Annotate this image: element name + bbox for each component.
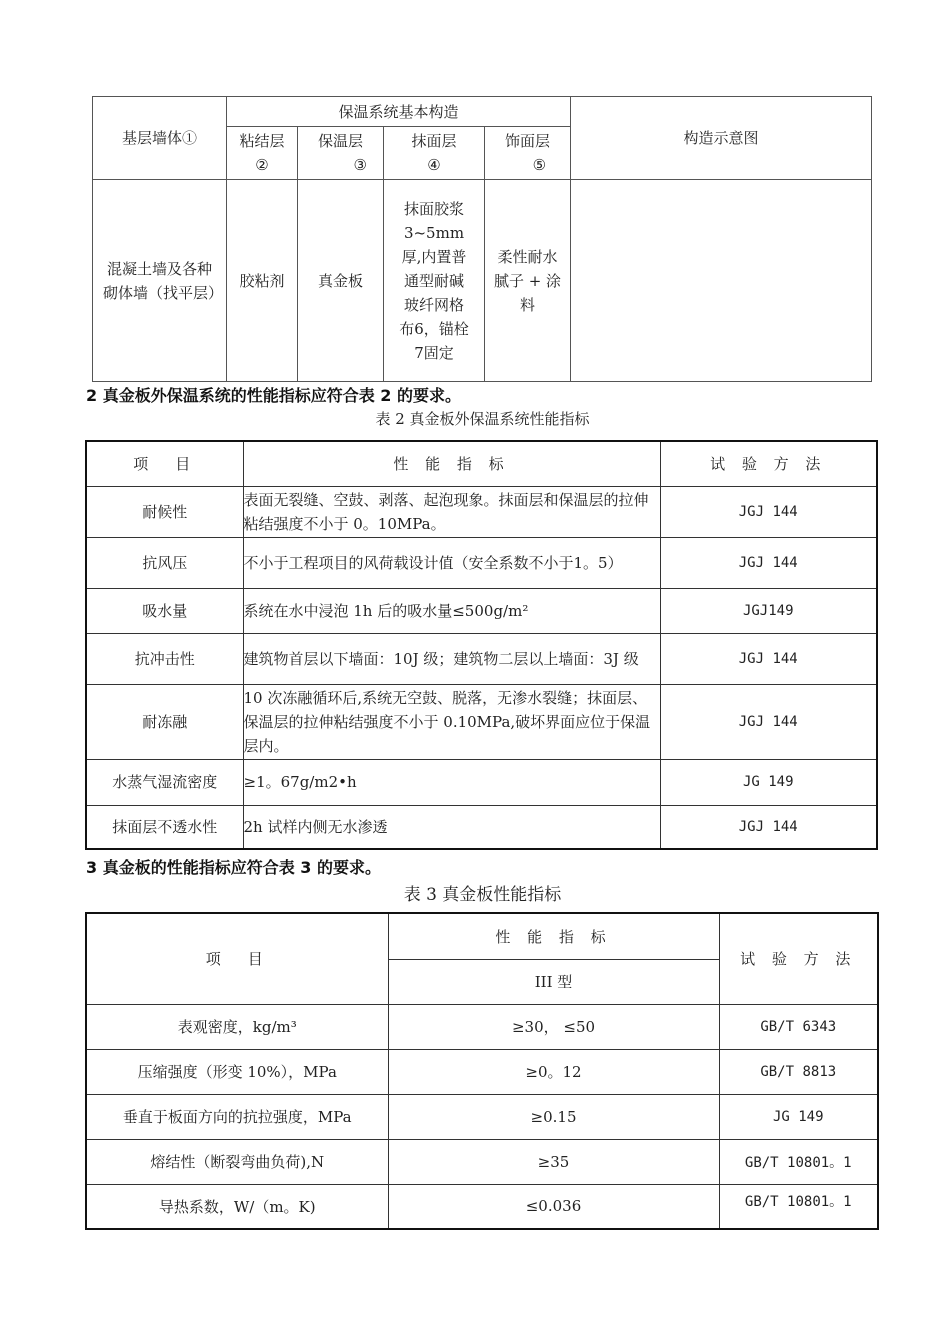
table-row xyxy=(86,805,877,849)
insulation-layer-header: 保温层 ③ xyxy=(298,127,384,180)
method-cell: JG 149 xyxy=(660,759,877,805)
method-cell: GB/T 10801。1 xyxy=(719,1139,878,1184)
insulation-system-header: 保温系统基本构造 xyxy=(227,97,571,127)
type-header: III 型 xyxy=(388,959,719,1004)
base-wall-cell: 混凝土墙及各种砌体墙（找平层） xyxy=(93,180,227,382)
performance-cell: ≥0。12 xyxy=(388,1049,719,1094)
method-cell: GB/T 6343 xyxy=(719,1004,878,1049)
method-cell: JGJ 144 xyxy=(660,684,877,759)
item-cell: 吸水量 xyxy=(86,588,243,633)
item-cell: 熔结性（断裂弯曲负荷),N xyxy=(86,1139,388,1184)
performance-cell: 表面无裂缝、空鼓、剥落、起泡现象。抹面层和保温层的拉伸粘结强度不小于 0。10MPa。 xyxy=(243,486,660,537)
section2-heading: 2 真金板外保温系统的性能指标应符合表 2 的要求。 xyxy=(86,386,461,405)
performance-cell: 系统在水中浸泡 1h 后的吸水量≤500g/m² xyxy=(243,588,660,633)
insulation-cell: 真金板 xyxy=(298,180,384,382)
method-header: 试 验 方 法 xyxy=(660,441,877,486)
performance-cell: 10 次冻融循环后,系统无空鼓、脱落，无渗水裂缝；抹面层、保温层的拉伸粘结强度不小于 0.10MPa,破坏界面应位于保温层内。 xyxy=(243,684,660,759)
table2-caption: 表 2 真金板外保温系统性能指标 xyxy=(375,410,590,428)
item-cell: 垂直于板面方向的抗拉强度，MPa xyxy=(86,1094,388,1139)
method-cell: JG 149 xyxy=(719,1094,878,1139)
performance-cell: 建筑物首层以下墙面：10J 级；建筑物二层以上墙面：3J 级 xyxy=(243,633,660,684)
table-row xyxy=(86,486,877,537)
table-row xyxy=(86,537,877,588)
performance-cell: ≥1。67g/m2•h xyxy=(243,759,660,805)
performance-header: 性 能 指 标 xyxy=(388,913,719,959)
method-cell: GB/T 10801。1 xyxy=(719,1184,878,1229)
performance-header: 性 能 指 标 xyxy=(243,441,660,486)
method-cell: JGJ149 xyxy=(660,588,877,633)
item-cell: 抗风压 xyxy=(86,537,243,588)
board-performance-table xyxy=(85,912,879,1230)
finish-layer-header: 饰面层 ⑤ xyxy=(485,127,571,180)
item-cell: 水蒸气湿流密度 xyxy=(86,759,243,805)
plaster-cell: 抹面胶浆3~5mm厚,内置普通型耐碱玻纤网格布6，锚栓7固定 xyxy=(384,180,485,382)
table3-caption: 表 3 真金板性能指标 xyxy=(403,885,562,905)
method-cell: JGJ 144 xyxy=(660,805,877,849)
method-cell: JGJ 144 xyxy=(660,633,877,684)
method-header: 试 验 方 法 xyxy=(719,913,878,1004)
item-cell: 表观密度，kg/m³ xyxy=(86,1004,388,1049)
base-wall-header: 基层墙体① xyxy=(93,97,227,180)
item-cell: 压缩强度（形变 10%），MPa xyxy=(86,1049,388,1094)
performance-cell: ≤0.036 xyxy=(388,1184,719,1229)
table-row xyxy=(86,1049,878,1094)
adhesive-cell: 胶粘剂 xyxy=(227,180,298,382)
item-cell: 导热系数，W/（m。K) xyxy=(86,1184,388,1229)
method-cell: JGJ 144 xyxy=(660,486,877,537)
performance-cell: ≥35 xyxy=(388,1139,719,1184)
table-row xyxy=(86,588,877,633)
performance-cell: ≥30， ≤50 xyxy=(388,1004,719,1049)
table-row xyxy=(86,1004,878,1049)
item-cell: 抗冲击性 xyxy=(86,633,243,684)
performance-cell: 2h 试样内侧无水渗透 xyxy=(243,805,660,849)
plaster-layer-header: 抹面层 ④ xyxy=(384,127,485,180)
item-cell: 耐候性 xyxy=(86,486,243,537)
construction-table xyxy=(92,96,872,382)
method-cell: JGJ 144 xyxy=(660,537,877,588)
table-row xyxy=(86,1094,878,1139)
finish-cell: 柔性耐水腻子 + 涂料 xyxy=(485,180,571,382)
adhesive-layer-header: 粘结层 ② xyxy=(227,127,298,180)
item-cell: 抹面层不透水性 xyxy=(86,805,243,849)
method-cell: GB/T 8813 xyxy=(719,1049,878,1094)
table-row xyxy=(86,1184,878,1229)
item-header: 项 目 xyxy=(86,441,243,486)
table-row xyxy=(86,684,877,759)
item-cell: 耐冻融 xyxy=(86,684,243,759)
table-row xyxy=(86,1139,878,1184)
performance-cell: ≥0.15 xyxy=(388,1094,719,1139)
section3-heading: 3 真金板的性能指标应符合表 3 的要求。 xyxy=(86,858,381,877)
system-performance-table xyxy=(85,440,878,850)
performance-cell: 不小于工程项目的风荷载设计值（安全系数不小于1。5） xyxy=(243,537,660,588)
diagram-cell xyxy=(571,180,872,382)
table-row xyxy=(86,633,877,684)
diagram-header: 构造示意图 xyxy=(571,97,872,180)
item-header: 项 目 xyxy=(86,913,388,1004)
table-row xyxy=(86,759,877,805)
